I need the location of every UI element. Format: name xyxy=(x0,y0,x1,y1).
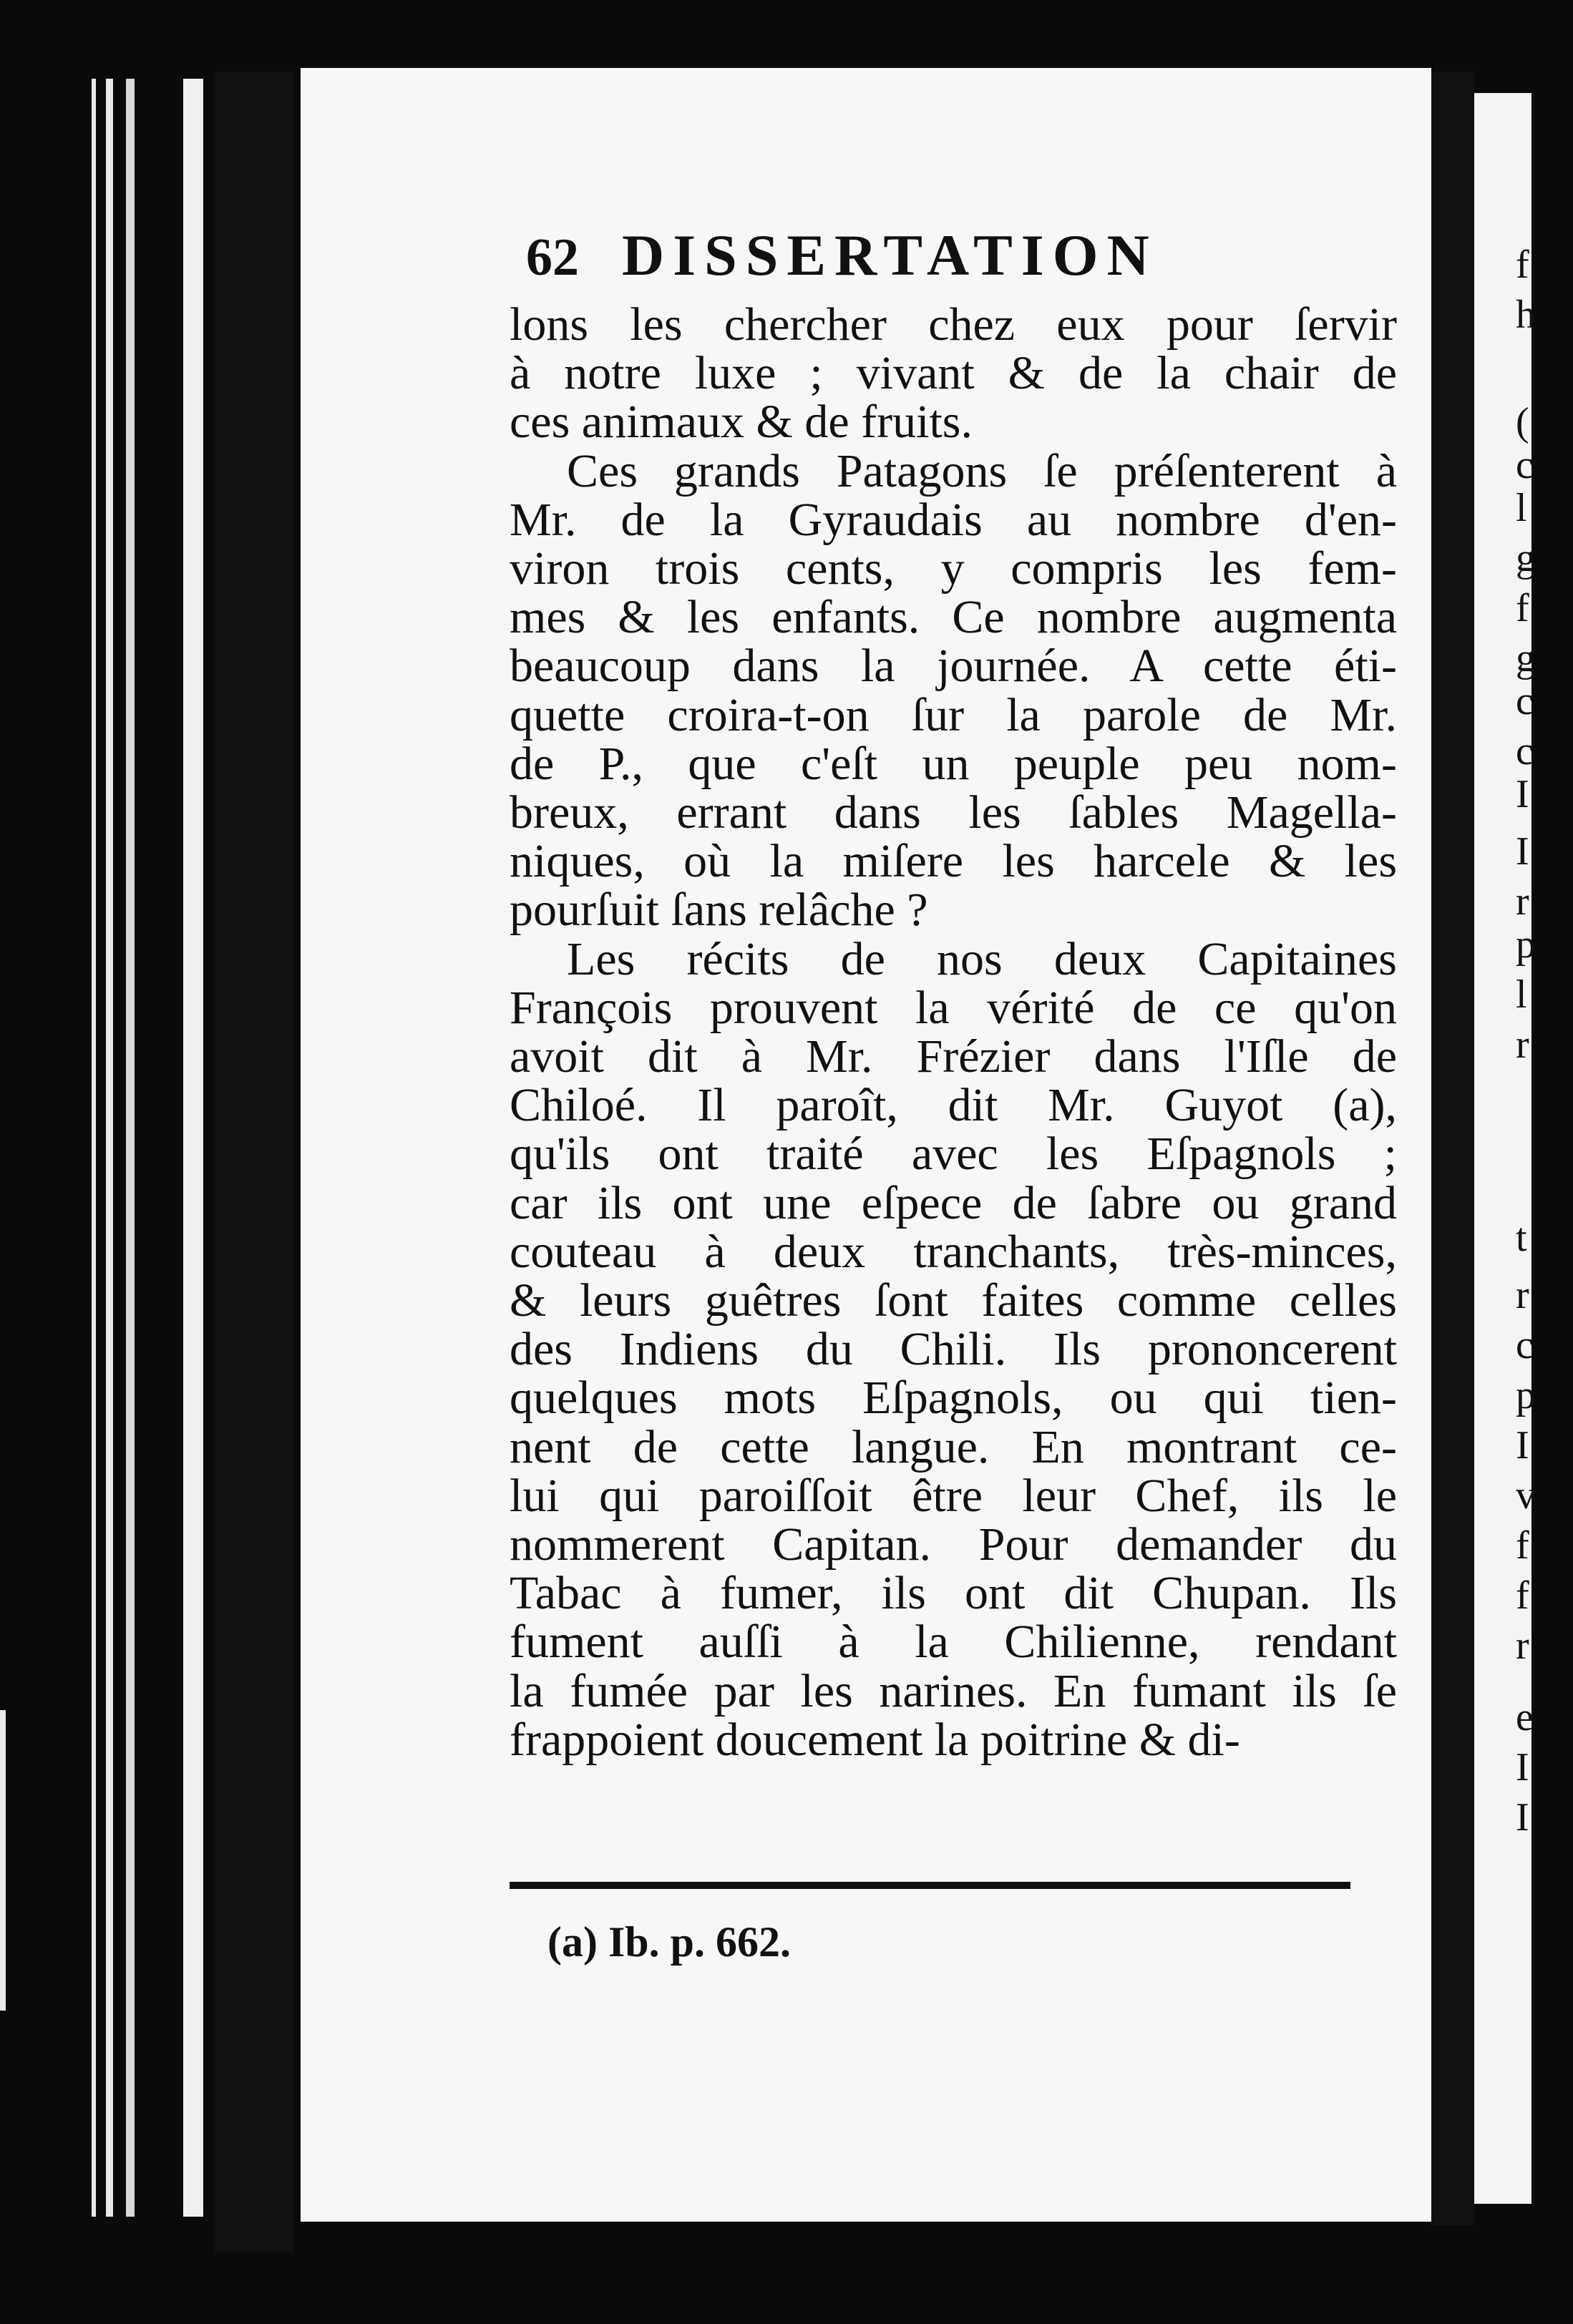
footnote-rule xyxy=(510,1882,1350,1889)
text-line: des Indiens du Chili. Ils prononcerent xyxy=(510,1323,1397,1376)
text-line: Ces grands Patagons ſe préſenterent à xyxy=(567,444,1397,497)
text-line: quelques mots Eſpagnols, ou qui tien- xyxy=(510,1372,1397,1425)
facing-page-edge xyxy=(1474,93,1536,2204)
facing-page-letter: c xyxy=(1516,443,1534,487)
facing-page-letter: l xyxy=(1516,972,1527,1017)
text-line: viron trois cents, y compris les fem- xyxy=(510,542,1397,595)
text-line: Mr. de la Gyraudais au nombre d'en- xyxy=(510,493,1397,546)
facing-page-letter: I xyxy=(1516,1423,1529,1468)
book-edge-strip xyxy=(106,79,113,2217)
facing-page-letter: g xyxy=(1516,636,1536,680)
facing-page-letter: e xyxy=(1516,1695,1534,1739)
text-line: couteau à deux tranchants, très-minces, xyxy=(510,1225,1397,1278)
facing-page-letter: r xyxy=(1516,1624,1529,1668)
text-line: à notre luxe ; vivant & de la chair de xyxy=(510,347,1397,400)
text-line: breux, errant dans les ſables Magella- xyxy=(510,786,1397,839)
facing-page-letter: r xyxy=(1516,1022,1529,1067)
text-line: Tabac à fumer, ils ont dit Chupan. Ils xyxy=(510,1567,1397,1620)
text-line: ces animaux & de fruits. xyxy=(510,396,973,449)
text-line: & leurs guêtres ſont faites comme celles xyxy=(510,1274,1397,1327)
text-line: avoit dit à Mr. Frézier dans l'Iſle de xyxy=(510,1030,1397,1083)
text-line: lons les chercher chez eux pour ſervir xyxy=(510,298,1397,351)
text-line: de P., que c'eſt un peuple peu nom- xyxy=(510,737,1397,790)
facing-page-letter: I xyxy=(1516,772,1529,816)
facing-page-letter: I xyxy=(1516,1795,1529,1840)
text-line: beaucoup dans la journée. A cette éti- xyxy=(510,640,1397,693)
text-line: quette croira-t-on ſur la parole de Mr. xyxy=(510,688,1397,741)
facing-page-letter: g xyxy=(1516,536,1536,580)
facing-page-letter: f xyxy=(1516,586,1529,630)
text-line: nommerent Capitan. Pour demander du xyxy=(510,1518,1397,1571)
facing-page-letter: I xyxy=(1516,829,1529,874)
text-line: François prouvent la vérité de ce qu'on xyxy=(510,981,1397,1034)
page-gutter xyxy=(1431,72,1474,2225)
page-header xyxy=(526,222,1158,301)
book-edge-strip xyxy=(92,79,96,2217)
text-line: mes & les enfants. Ce nombre augmenta xyxy=(510,591,1397,644)
footnote: (a) Ib. p. 662. xyxy=(547,1918,792,1966)
text-line: Chiloé. Il paroît, dit Mr. Guyot (a), xyxy=(510,1079,1397,1132)
book-edge-strip xyxy=(126,79,135,2217)
text-line: frappoient doucement la poitrine & di- xyxy=(510,1713,1240,1766)
text-line: pourſuit ſans relâche ? xyxy=(510,884,928,937)
facing-page-letter: r xyxy=(1516,1273,1529,1317)
facing-page-letter: v xyxy=(1516,1473,1536,1518)
book-spine-shadow xyxy=(215,72,293,2252)
facing-page-letter: l xyxy=(1516,486,1527,530)
facing-page-letter: c xyxy=(1516,679,1534,723)
facing-page-letter: f xyxy=(1516,1523,1529,1568)
facing-page-letter: p xyxy=(1516,1373,1536,1417)
facing-page-letter: ( xyxy=(1516,400,1529,444)
facing-page-letter: r xyxy=(1516,879,1529,924)
facing-page-letter: t xyxy=(1516,1216,1527,1260)
body-text xyxy=(510,298,1397,1766)
facing-page-letter: I xyxy=(1516,1745,1529,1790)
text-line: la fumée par les narines. En fumant ils ſe xyxy=(510,1664,1397,1717)
facing-page-letter: f xyxy=(1516,1573,1529,1618)
text-line: qu'ils ont traité avec les Eſpagnols ; xyxy=(510,1128,1397,1181)
facing-page-letter: c xyxy=(1516,1323,1534,1367)
facing-page-letter: h xyxy=(1516,293,1536,337)
text-line: car ils ont une eſpece de ſabre ou grand xyxy=(510,1176,1397,1229)
facing-page-letter: f xyxy=(1516,243,1529,287)
text-line: lui qui paroiſſoit être leur Chef, ils le xyxy=(510,1469,1397,1522)
scan-artifact xyxy=(0,1710,6,2011)
book-edge-strip xyxy=(183,79,203,2217)
running-title: DISSERTATION xyxy=(622,223,1158,288)
text-line: Les récits de nos deux Capitaines xyxy=(567,932,1397,985)
facing-page-letter: c xyxy=(1516,729,1534,773)
facing-page-letter: p xyxy=(1516,922,1536,967)
text-line: fument auſſi à la Chilienne, rendant xyxy=(510,1616,1397,1669)
page-number: 62 xyxy=(526,228,579,287)
text-line: nent de cette langue. En montrant ce- xyxy=(510,1420,1397,1473)
text-line: niques, où la miſere les harcele & les xyxy=(510,835,1397,888)
